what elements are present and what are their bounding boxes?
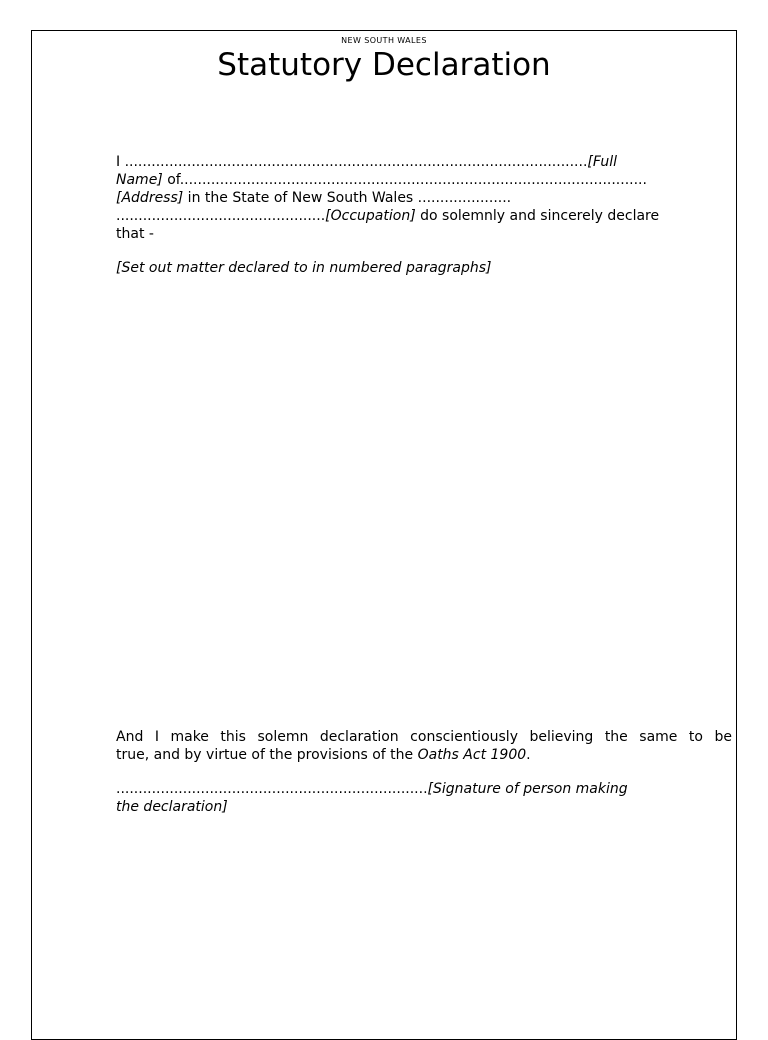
signature-label-continued: the declaration] (116, 799, 228, 815)
state-text[interactable]: in the State of New South Wales ..................... (183, 190, 512, 206)
name-label: Name] (116, 172, 163, 188)
full-name-blank[interactable]: I ........................................................................................................ (116, 154, 588, 170)
closing-line-2 (116, 746, 732, 764)
state-line (116, 189, 732, 207)
signature-block (116, 780, 732, 816)
address-label: [Address] (116, 190, 184, 206)
signature-line (116, 780, 732, 798)
full-name-line (116, 153, 732, 171)
closing-line-1: And I make this solemn declaration conscientiously believing the same to be (116, 729, 732, 745)
page-title: Statutory Declaration (217, 47, 551, 83)
address-line (116, 171, 732, 189)
act-name: Oaths Act 1900 (417, 747, 527, 763)
full-name-label: [Full (587, 154, 618, 170)
closing-paragraph (116, 728, 732, 764)
occupation-line (116, 207, 732, 225)
signature-label-line-2 (116, 798, 732, 816)
closing-line-2-suffix: . (526, 747, 531, 763)
signature-label: [Signature of person making (427, 781, 628, 797)
closing-line-2-prefix: true, and by virtue of the provisions of the (116, 747, 418, 763)
that-line: that - (116, 226, 154, 242)
occupation-label: [Occupation] (325, 208, 416, 224)
declarant-paragraph (116, 153, 732, 243)
address-blank[interactable]: of......................................................................................................... (162, 172, 647, 188)
signature-blank[interactable]: ...................................................................... (116, 781, 428, 797)
state-label: NEW SOUTH WALES (341, 36, 427, 45)
declare-text: do solemnly and sincerely declare (415, 208, 660, 224)
matter-instruction: [Set out matter declared to in numbered paragraphs] (116, 260, 492, 276)
occupation-blank[interactable]: ............................................... (116, 208, 326, 224)
